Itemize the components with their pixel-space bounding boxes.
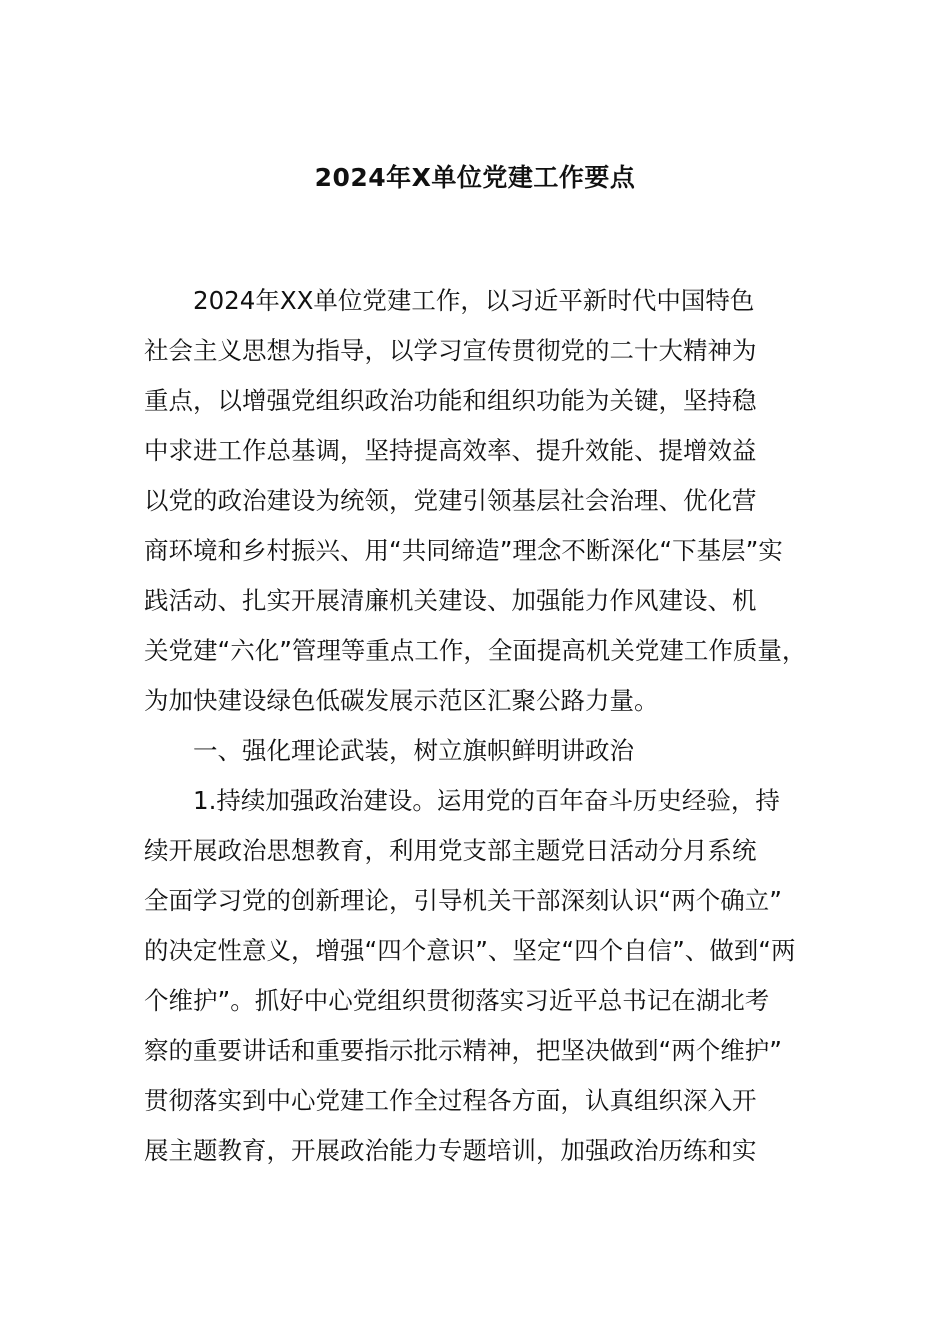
paragraph-line: 1.持续加强政治建设。运用党的百年奋斗历史经验，持	[193, 786, 780, 815]
paragraph-line: 的决定性意义，增强“四个意识”、坚定“四个自信”、做到“两	[144, 936, 796, 965]
paragraph-line: 察的重要讲话和重要指示批示精神，把坚决做到“两个维护”	[144, 1036, 782, 1065]
document-title: 2024年X单位党建工作要点	[314, 163, 636, 192]
paragraph-line: 关党建“六化”管理等重点工作，全面提高机关党建工作质量，	[144, 636, 807, 665]
paragraph-line: 2024年XX单位党建工作，以习近平新时代中国特色	[193, 286, 755, 315]
paragraph-line: 商环境和乡村振兴、用“共同缔造”理念不断深化“下基层”实	[144, 536, 783, 565]
paragraph-line: 贯彻落实到中心党建工作全过程各方面，认真组织深入开	[144, 1086, 757, 1115]
paragraph-line: 以党的政治建设为统领，党建引领基层社会治理、优化营	[144, 486, 757, 515]
paragraph-line: 重点，以增强党组织政治功能和组织功能为关键，坚持稳	[144, 386, 757, 415]
paragraph-line: 践活动、扎实开展清廉机关建设、加强能力作风建设、机	[144, 586, 757, 615]
paragraph-line: 个维护”。抓好中心党组织贯彻落实习近平总书记在湖北考	[144, 986, 770, 1015]
paragraph-line: 全面学习党的创新理论，引导机关干部深刻认识“两个确立”	[144, 886, 782, 915]
paragraph-line: 为加快建设绿色低碳发展示范区汇聚公路力量。	[144, 686, 659, 715]
paragraph-line: 中求进工作总基调，坚持提高效率、提升效能、提增效益	[144, 436, 757, 465]
paragraph-line: 社会主义思想为指导，以学习宣传贯彻党的二十大精神为	[144, 336, 757, 365]
paragraph-line: 展主题教育，开展政治能力专题培训，加强政治历练和实	[144, 1136, 757, 1165]
paragraph-line: 续开展政治思想教育，利用党支部主题党日活动分月系统	[144, 836, 757, 865]
section-heading: 一、强化理论武装，树立旗帜鲜明讲政治	[193, 736, 634, 765]
